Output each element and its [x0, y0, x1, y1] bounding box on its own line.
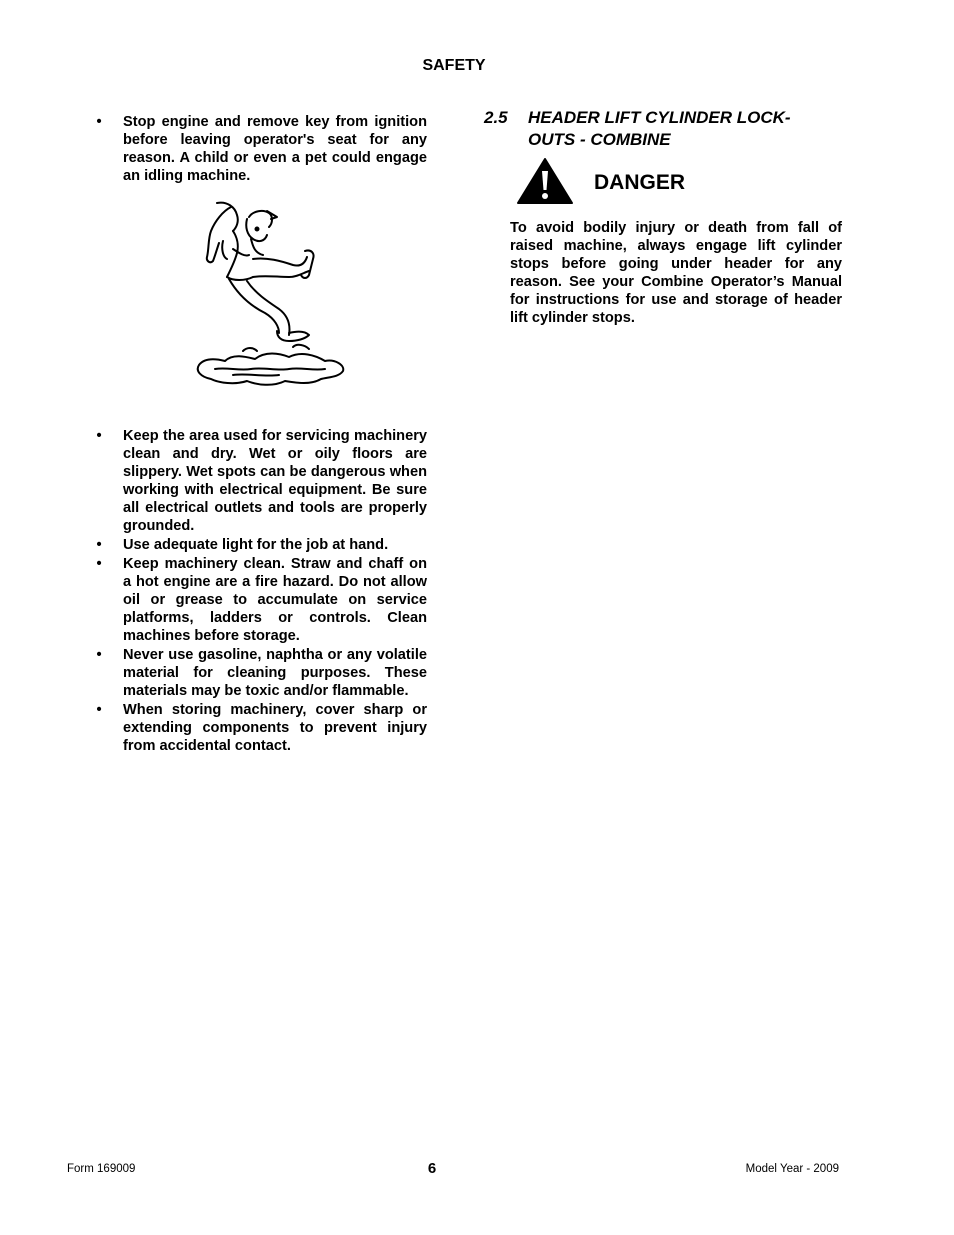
footer-form-number: Form 169009: [67, 1163, 136, 1175]
bullet-list-bottom: [93, 427, 427, 755]
bullet-icon: •: [96, 428, 102, 444]
section-title-line1: HEADER LIFT CYLINDER LOCK-: [528, 108, 791, 127]
list-item: [93, 113, 427, 185]
bullet-text: Keep the area used for servicing machinery clean and dry. Wet or oily floors are slippery. Wet spots can be dangerous when working with electrical equipment. Be sure all electrical outlets and tools are properly grounded.: [123, 428, 427, 534]
bullet-text: Never use gasoline, naphtha or any volatile material for cleaning purposes. These materials may be toxic and/or flammable.: [123, 647, 427, 699]
slipping-person-figure: [93, 201, 427, 409]
left-column: [93, 113, 427, 756]
section-number: 2.5: [484, 108, 508, 127]
list-item: [93, 427, 427, 535]
bullet-list-top: [93, 113, 427, 185]
danger-message: To avoid bodily injury or death from fall of raised machine, always engage lift cylinder stops before going under header for any reason. See your Combine Operator’s Manual for instructions for use and storage of header lift cylinder stops.: [510, 220, 842, 326]
section-heading: [484, 107, 842, 151]
list-item: [93, 536, 427, 554]
list-item: [93, 555, 427, 645]
list-item: [93, 646, 427, 700]
bullet-icon: •: [96, 702, 102, 718]
danger-label: DANGER: [594, 171, 686, 194]
footer-page-number: 6: [427, 1160, 437, 1177]
bullet-text: When storing machinery, cover sharp or extending components to prevent injury from accidental contact.: [123, 702, 427, 754]
bullet-icon: •: [96, 647, 102, 663]
bullet-text: Use adequate light for the job at hand.: [123, 537, 389, 553]
bullet-text: Keep machinery clean. Straw and chaff on a hot engine are a fire hazard. Do not allow oil or grease to accumulate on service platforms, ladders or controls. Clean machines before storage.: [123, 556, 427, 644]
list-item: [93, 701, 427, 755]
bullet-icon: •: [96, 537, 102, 553]
danger-banner: [516, 157, 842, 215]
bullet-icon: •: [96, 556, 102, 572]
page-header-title: SAFETY: [422, 57, 486, 74]
slipping-person-icon: [193, 201, 353, 387]
section-title-line2: OUTS - COMBINE: [528, 130, 671, 149]
bullet-text: Stop engine and remove key from ignition before leaving operator's seat for any reason. A child or even a pet could engage an idling machine.: [123, 114, 427, 184]
warning-triangle-icon: [516, 157, 574, 205]
right-column: [484, 107, 842, 327]
bullet-icon: •: [96, 114, 102, 130]
footer-model-year: Model Year - 2009: [745, 1163, 839, 1175]
